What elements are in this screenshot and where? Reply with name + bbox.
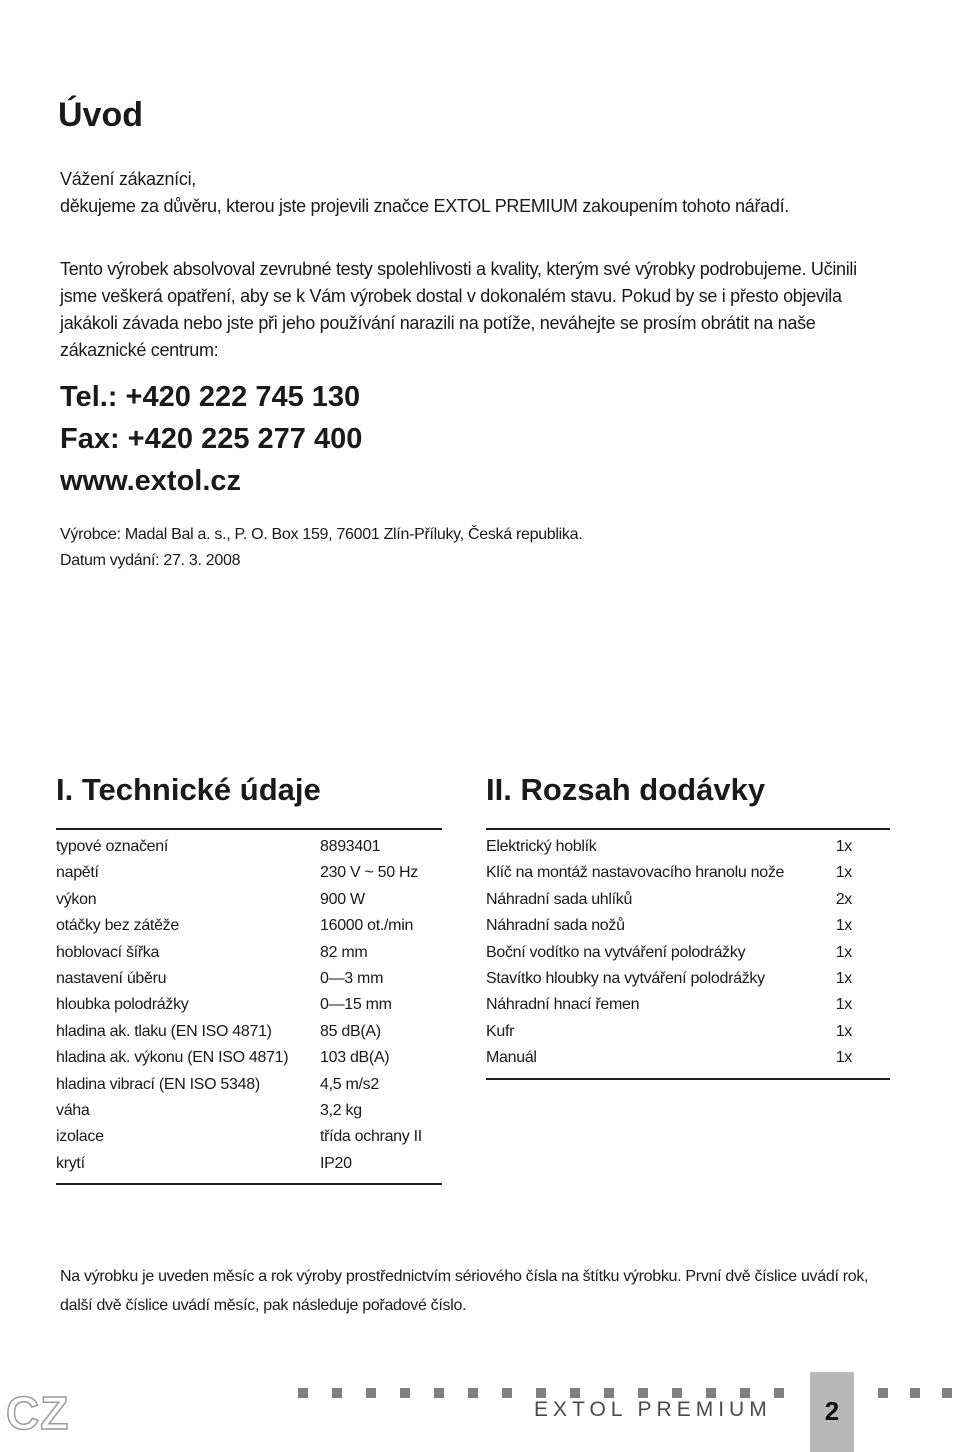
spec-value: 3,2 kg bbox=[320, 1102, 362, 1120]
spec-value: 103 dB(A) bbox=[320, 1049, 390, 1067]
scope-qty: 1x bbox=[835, 1049, 852, 1067]
table-row bbox=[486, 860, 890, 886]
decor-square bbox=[942, 1388, 952, 1398]
technical-table bbox=[56, 828, 442, 1185]
scope-qty: 1x bbox=[835, 864, 852, 882]
spec-label: hladina ak. tlaku (EN ISO 4871) bbox=[56, 1022, 272, 1040]
technical-title: I. Technické údaje bbox=[56, 772, 321, 807]
spec-label: otáčky bez zátěže bbox=[56, 917, 179, 935]
decor-square bbox=[434, 1388, 444, 1398]
manufacturer-line: Výrobce: Madal Bal a. s., P. O. Box 159, 76001 Zlín-Příluky, Česká republika. bbox=[60, 526, 583, 543]
intro-paragraph: Tento výrobek absolvoval zevrubné testy spolehlivosti a kvality, kterým své výrobky podrobujeme. Učinili jsme veškerá opatření, aby se k Vám výrobek dostal v dokonalém stavu. Pokud by se i přesto objevila jakákoli závada nebo jste při jeho používání narazili na potíže, neváhejte se prosím obrátit na naše zákaznické centrum: bbox=[60, 259, 857, 360]
scope-qty: 1x bbox=[835, 917, 852, 935]
spec-label: izolace bbox=[56, 1128, 104, 1146]
spec-value: IP20 bbox=[320, 1154, 352, 1172]
spec-label: hloubka polodrážky bbox=[56, 996, 189, 1014]
table-row bbox=[56, 834, 442, 860]
spec-label: krytí bbox=[56, 1154, 85, 1172]
table-row bbox=[56, 992, 442, 1018]
table-row bbox=[56, 1072, 442, 1098]
table-row bbox=[56, 1124, 442, 1150]
brand-name: EXTOL PREMIUM bbox=[534, 1398, 772, 1421]
table-row bbox=[56, 1151, 442, 1177]
greeting-line: Vážení zákazníci, bbox=[60, 169, 196, 189]
decor-square bbox=[878, 1388, 888, 1398]
decor-square bbox=[604, 1388, 614, 1398]
thanks-line: děkujeme za důvěru, kterou jste projevili značce EXTOL PREMIUM zakoupením tohoto nářadí. bbox=[60, 196, 789, 216]
spec-label: váha bbox=[56, 1102, 90, 1120]
table-row bbox=[486, 834, 890, 860]
decor-square bbox=[536, 1388, 546, 1398]
scope-qty: 1x bbox=[835, 838, 852, 855]
scope-table bbox=[486, 828, 890, 1080]
scope-item: Kufr bbox=[486, 1022, 515, 1040]
table-row bbox=[56, 913, 442, 939]
scope-item: Boční vodítko na vytváření polodrážky bbox=[486, 943, 746, 961]
scope-qty: 1x bbox=[835, 996, 852, 1014]
phone-number: Tel.: +420 222 745 130 bbox=[60, 381, 361, 413]
decor-square bbox=[570, 1388, 580, 1398]
table-row bbox=[56, 1019, 442, 1045]
table-row bbox=[56, 1045, 442, 1071]
scope-item: Náhradní sada uhlíků bbox=[486, 890, 633, 908]
spec-value: 16000 ot./min bbox=[320, 917, 414, 935]
table-row bbox=[486, 992, 890, 1018]
decor-square bbox=[706, 1388, 716, 1398]
decor-square bbox=[638, 1388, 648, 1398]
decor-square bbox=[740, 1388, 750, 1398]
scope-qty: 2x bbox=[835, 890, 852, 908]
spec-label: typové označení bbox=[56, 838, 169, 855]
scope-item: Elektrický hoblík bbox=[486, 838, 597, 855]
issue-date: Datum vydání: 27. 3. 2008 bbox=[60, 552, 241, 569]
manufacturer-info bbox=[60, 522, 582, 574]
decor-square bbox=[672, 1388, 682, 1398]
table-row bbox=[56, 860, 442, 886]
spec-value: 85 dB(A) bbox=[320, 1022, 381, 1040]
scope-title: II. Rozsah dodávky bbox=[486, 772, 766, 807]
decor-square bbox=[468, 1388, 478, 1398]
decor-square bbox=[774, 1388, 784, 1398]
table-row bbox=[486, 887, 890, 913]
website-link[interactable]: www.extol.cz bbox=[60, 465, 242, 497]
table-row bbox=[486, 1019, 890, 1045]
decor-square bbox=[502, 1388, 512, 1398]
scope-item: Náhradní sada nožů bbox=[486, 917, 625, 935]
page-number: 2 bbox=[824, 1396, 840, 1426]
spec-value: 8893401 bbox=[320, 838, 381, 855]
intro-greeting bbox=[60, 166, 900, 220]
scope-qty: 1x bbox=[835, 970, 852, 988]
spec-value: 0—3 mm bbox=[320, 970, 384, 988]
scope-qty: 1x bbox=[835, 1022, 852, 1040]
spec-label: nastavení úběru bbox=[56, 970, 167, 988]
spec-value: třída ochrany II bbox=[320, 1128, 422, 1146]
decor-square bbox=[910, 1388, 920, 1398]
spec-label: hladina vibrací (EN ISO 5348) bbox=[56, 1075, 260, 1093]
scope-item: Manuál bbox=[486, 1049, 537, 1067]
scope-item: Stavítko hloubky na vytváření polodrážky bbox=[486, 970, 765, 988]
spec-label: napětí bbox=[56, 864, 99, 882]
table-row bbox=[56, 966, 442, 992]
table-row bbox=[56, 887, 442, 913]
table-row bbox=[486, 940, 890, 966]
decor-square bbox=[366, 1388, 376, 1398]
spec-value: 230 V ~ 50 Hz bbox=[320, 864, 418, 882]
spec-label: hladina ak. výkonu (EN ISO 4871) bbox=[56, 1049, 289, 1067]
table-row bbox=[56, 940, 442, 966]
spec-label: hoblovací šířka bbox=[56, 943, 160, 961]
page-title: Úvod bbox=[58, 96, 143, 134]
scope-item: Klíč na montáž nastavovacího hranolu nože bbox=[486, 864, 785, 882]
table-row bbox=[486, 1045, 890, 1071]
table-row bbox=[486, 966, 890, 992]
language-code: CZ bbox=[6, 1387, 70, 1439]
fax-number: Fax: +420 225 277 400 bbox=[60, 423, 363, 455]
serial-number-note: Na výrobku je uveden měsíc a rok výroby prostřednictvím sériového čísla na štítku výrobku. První dvě číslice uvádí rok, další dvě číslice uvádí měsíc, pak následuje pořadové číslo. bbox=[60, 1268, 869, 1314]
spec-value: 0—15 mm bbox=[320, 996, 392, 1014]
scope-qty: 1x bbox=[835, 943, 852, 961]
table-row bbox=[486, 913, 890, 939]
spec-value: 4,5 m/s2 bbox=[320, 1075, 379, 1093]
decor-square bbox=[332, 1388, 342, 1398]
decor-square bbox=[400, 1388, 410, 1398]
spec-value: 82 mm bbox=[320, 943, 368, 961]
spec-label: výkon bbox=[56, 890, 97, 908]
contact-block bbox=[60, 376, 362, 502]
spec-value: 900 W bbox=[320, 890, 365, 908]
table-row bbox=[56, 1098, 442, 1124]
decor-square bbox=[298, 1388, 308, 1398]
scope-item: Náhradní hnací řemen bbox=[486, 996, 640, 1014]
